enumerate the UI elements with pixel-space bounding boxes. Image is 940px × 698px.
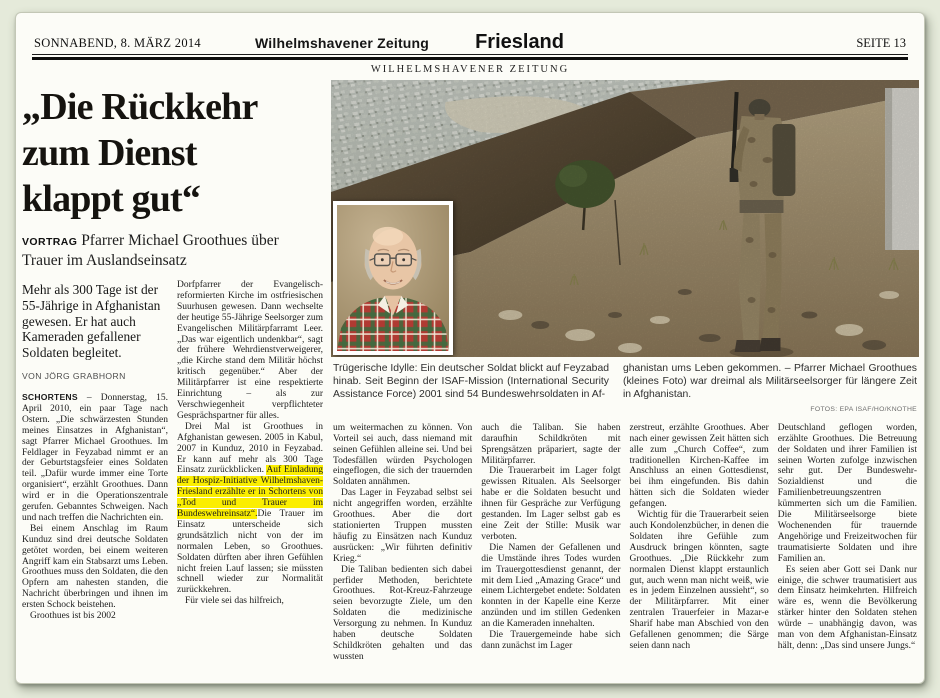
article-col-4 bbox=[481, 423, 620, 663]
subhead bbox=[22, 232, 323, 270]
masthead bbox=[16, 13, 924, 75]
paragraph bbox=[22, 392, 168, 524]
paragraph-text: Drei Mal ist Groothues in Afghanistan gewesen. 2005 in Kabul, 2007 in Kunduz, 2010 in Feyzabad. Er kann auf mehr als 300 Tage Einsatz zurückblicken. bbox=[177, 421, 323, 476]
paragraph: Deutschland geflogen worden, erzählte Groothues. Die Betreuung der Soldaten und ihrer Familien ist seinen Worten zufolge inzwischen sehr gut. Der Bundeswehr-Sozialdienst und die Familienbetreuungszentren kümmerten sich um die Familien. Die Militärseelsorge biete Wochenenden für trauernde Angehörige und Freizeitwochen für traumatisierte Soldaten und ihre Familien an. bbox=[777, 422, 917, 564]
article bbox=[16, 80, 924, 663]
headline-line: zum Dienst bbox=[22, 132, 197, 174]
paragraph: Dorfpfarrer der Evangelisch-reformierten Kirche im ostfriesischen Suurhusen gewesen. Dann wechselte der heutige 55-Jährige Seelsorger zum Evangelischen Militärpfarramt Leer. „Das war eigentlich undenkbar“, sagt der frühere Wehrdienstverweigerer, „die Kirche stand dem Militär höchst kritisch gegenüber.“ Aber der Militärpfarrer ist eine respektierte Einrichtung – als zur Verschwiegenheit verpflichteter Gesprächspartner für alles. bbox=[177, 280, 323, 421]
byline: VON JÖRG GRABHORN bbox=[22, 370, 126, 381]
caption-column-b bbox=[623, 362, 917, 416]
paragraph: auch die Taliban. Sie haben daraufhin Schildkröten mit Sprengsätzen präpariert, sagte der Militärpfarrer. bbox=[481, 422, 621, 466]
paragraph bbox=[177, 422, 323, 597]
portrait-illustration bbox=[337, 205, 449, 351]
paragraph: Groothues ist bis 2002 bbox=[30, 611, 116, 622]
brand-title: Wilhelmshavener Zeitung bbox=[255, 35, 430, 51]
caption-column-a: Trügerische Idylle: Ein deutscher Soldat blickt auf Feyzabad hinab. Seit Beginn der ISAF-Mission (International Security Assistance Force) 2001 sind 54 Bundeswehrsoldaten in Af- bbox=[333, 363, 609, 401]
caption-text: ghanistan ums Leben gekommen. – Pfarrer Michael Groothues (kleines Foto) war dreimal als Militärseelsorger für längere Zeit in Afghanistan. bbox=[623, 363, 917, 401]
article-col-2 bbox=[177, 280, 323, 622]
paragraph: Es seien aber Gott sei Dank nur einige, die schwer traumatisiert aus dem Einsatz heimkehrten. Hilfreich wäre es, wenn die Bevölkerung stärker hinter den Soldaten stehen würde – unabhängig davon, was man von dem Afghanistan-Einsatz hält, denn: „Das sind unsere Jungs.“ bbox=[777, 564, 917, 651]
paragraph-text: Die Trauer im Einsatz unterscheide sich grundsätzlich nicht von der im normalen Leben, so Groothues. Soldaten dürften aber ihren Gefühlen nicht freien Lauf lassen; sie müssten schnell wieder zur Normalität zurückkehren. bbox=[177, 509, 323, 596]
date-label: SONNABEND, 8. MÄRZ 2014 bbox=[34, 36, 201, 50]
divider-thick bbox=[32, 57, 908, 60]
paragraph-text: – Donnerstag, 15. April 2010, ein paar Tage nach Ostern. „Die schwärzesten Stunden meines Einsatzes in Afghanistan“, sagt Pfarrer Michael Groothues. Im Feldlager in Feyzabad nimmt er an der Geburtstagsfeier eines Soldaten teil. „Dafür wurde immer eine Torte organisiert“, erzählt Groothues. Dann wird er in die Operationszentrale gerufen. Gebanntes Schweigen. Nach und nach treffen die Nachrichten ein. bbox=[22, 392, 168, 523]
subhead-text: Pfarrer Michael Groothues über Trauer im Auslandseinsatz bbox=[22, 232, 279, 269]
subhead-label: VORTRAG bbox=[22, 236, 78, 248]
article-col-6 bbox=[778, 423, 917, 663]
article-col-3 bbox=[333, 423, 472, 663]
paragraph: Die Trauerarbeit im Lager folgt gewissen Ritualen. Als Seelsorger habe er die Soldaten besucht und ihnen für Gespräche zur Verfügung gestanden. Im Lager selbst gab es eine Zeit der Stille: Musik war verboten. bbox=[481, 466, 621, 542]
paragraph: um weitermachen zu können. Von Vorteil sei auch, dass niemand mit seinen Gefühlen alleine sei. Und bei Todesfällen würden Psychologen eingeflogen, die sich der trauernden Soldaten annähmen. bbox=[333, 422, 473, 488]
article-head-block bbox=[21, 80, 325, 663]
paragraph: zerstreut, erzählte Groothues. Aber nach einer gewissen Zeit hätten sich alle zum „Church Coffee“, zum traditionellen Kirchen-Kaffee im Anschluss an einen Gottesdienst, bei ihm eingefunden. Bis dahin hätten sich die Soldaten wieder gefangen. bbox=[629, 422, 769, 510]
lede: Mehr als 300 Tage ist der 55-Jährige in Afghanistan gewesen. Er hat auch Kameraden gefallener Soldaten begleitet. bbox=[22, 282, 161, 361]
paragraph: Für viele sei das hilfreich, bbox=[185, 596, 284, 607]
paragraph: Die Taliban bedienten sich dabei perfider Methoden, berichtete Groothues. Rot-Kreuz-Fahrzeuge seien bevorzugte Ziele, um den Soldaten die medizinische Versorgung zu nehmen. In Kunduz haben deutsche Soldaten Schildkröten gehalten und das wussten bbox=[333, 564, 473, 662]
portrait-inset bbox=[333, 201, 453, 355]
paragraph: Wichtig für die Trauerarbeit seien auch Kondolenzbücher, in denen die Soldaten ihre Gefühle zum Ausdruck bringen könnten, sagte Groothues. „Die Rückkehr zum normalen Dienst klappt erstaunlich gut, auch wenn man nicht weiß, wie es in jedem Einzelnen aussieht“, so der Militärpfarrer. Mit einer zentralen Trauerfeier in Mazar-e Sharif habe man Abschied von den Gefallenen genommen; die Särge seien dann nach bbox=[629, 510, 769, 651]
divider-thin bbox=[32, 54, 908, 55]
section-title: Friesland bbox=[475, 31, 564, 53]
newspaper-page bbox=[15, 12, 925, 684]
headline-line: klappt gut“ bbox=[22, 178, 201, 220]
paragraph: Bei einem Anschlag im Raum Kunduz sind drei deutsche Soldaten getötet worden, bei einem weiteren Angriff kam ein Stabsarzt ums Leben. Groothues muss den Soldaten, die den Opfern am nahesten standen, die Nachricht überbringen und ihnen im ersten Schock beistehen. bbox=[22, 523, 168, 611]
article-col-1 bbox=[22, 280, 168, 622]
page-number: SEITE 13 bbox=[856, 36, 906, 50]
paragraph: Das Lager in Feyzabad selbst sei nicht angegriffen worden, erzählte Groothues. Aber die dort stationierten Truppen mussten häufig zu Einsätzen nach Kunduz ausrücken: „Wir führten definitiv Krieg.“ bbox=[333, 488, 473, 564]
paragraph: Die Trauergemeinde habe sich dann zunächst im Lager bbox=[481, 630, 621, 651]
article-col-5 bbox=[630, 423, 769, 663]
paragraph: Die Namen der Gefallenen und die Umstände ihres Todes wurden im Trauergottesdienst genannt, der mit dem Lied „Amazing Grace“ und einem Lichtergebet endete: Soldaten konnten in der Kapelle eine Kerze anzünden und im stillen Gedenken an die Kameraden innehalten. bbox=[481, 542, 621, 630]
photo-credit: FOTOS: EPA ISAF/HO/KNOTHE bbox=[810, 405, 917, 413]
headline-line: „Die Rückkehr bbox=[22, 86, 258, 128]
feyzabad-photo bbox=[331, 80, 919, 357]
dateline: SCHORTENS bbox=[22, 391, 78, 402]
headline bbox=[22, 84, 323, 222]
kicker: WILHELMSHAVENER ZEITUNG bbox=[370, 64, 570, 75]
photo-caption bbox=[333, 362, 917, 416]
highlighted-passage: Auf Einladung der Hospiz-Initiative Wilhelmshaven-Friesland erzählte er in Schortens von „Tod und Trauer im Bundeswehreinsatz“. bbox=[177, 465, 323, 520]
